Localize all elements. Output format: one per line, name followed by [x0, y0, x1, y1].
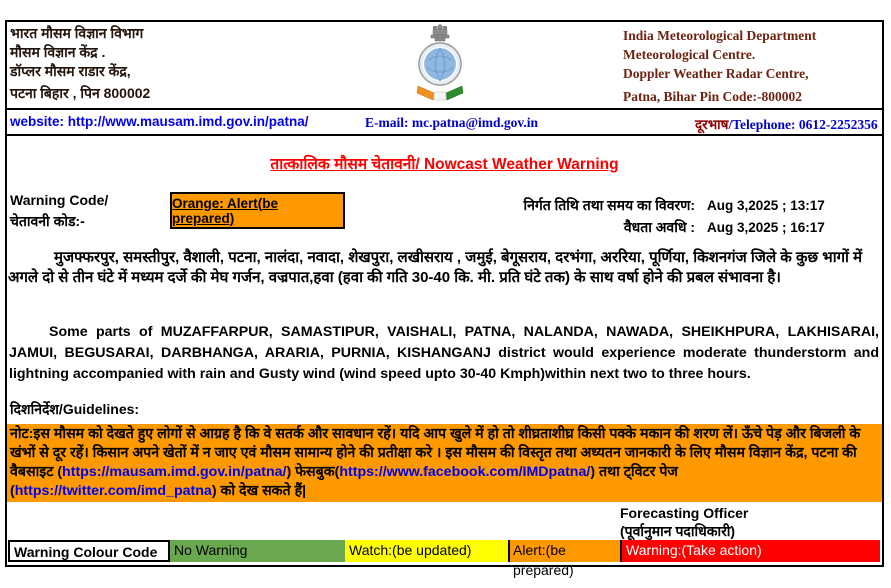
colour-code-title-cell: Warning Colour Code [8, 540, 170, 562]
note-text: ) तथा ट्विटर पेज ( [10, 464, 678, 499]
telephone-number: /Telephone: 0612-2252356 [728, 117, 878, 132]
twitter-link[interactable]: https://twitter.com/imd_patna [14, 483, 212, 499]
telephone [695, 115, 878, 133]
email-link[interactable]: E-mail: mc.patna@imd.gov.in [365, 115, 539, 130]
telephone-label-hindi: दूरभाष [695, 117, 729, 132]
validity-value: Aug 3,2025 ; 16:17 [707, 220, 825, 235]
contact-strip [7, 108, 882, 136]
note-text: नोट:इस मौसम को देखते हुए लोगों से आग्रह है कि वे सतर्क और सावधान रहें। यदि आप खुले में हो तो शीघ्रताशीघ्र किसी पक्के मकान की शरण लें। ऊँचे पेड़ और बिजली के खंभों से दूर रहें। किसान अपने खेतों में न जाए एवं मौसम सामान्य होने की प्रतीक्षा करे । इस मौसम की विस्तृत तथा अध्यतन जानकारी के लिए मौसम विज्ञान केंद्र, पटना की वैबसाइट ( [10, 426, 861, 480]
warning-code-label [10, 190, 108, 232]
mausam-website-link[interactable]: https://mausam.imd.gov.in/patna/ [62, 464, 287, 480]
alert-level-badge [170, 192, 345, 229]
issue-validity-values [707, 195, 877, 239]
header-line: मौसम विज्ञान केंद्र . [10, 44, 106, 60]
guidelines-label: दिशनिर्देश/Guidelines: [10, 401, 140, 417]
website-link[interactable]: website: http://www.mausam.imd.gov.in/patna/ [10, 114, 309, 129]
note-text: ) को देख सकते हैं| [211, 483, 307, 499]
advisory-note [7, 424, 882, 502]
warning-text-hindi: मुजफ्फरपुर, समस्तीपुर, वैशाली, पटना, नालंदा, नवादा, शेखपुरा, लखीसराय , जमुई, बेगूसराय, दरभंगा, अररिया, पूर्णिया, किशनगंज जिले के कुछ भागों में अगले दो से तीन घंटे में मध्यम दर्जे की मेघ गर्जन, वज्रपात,हवा (हवा की गति 30-40 कि. मी. प्रति घंटे तक) के साथ वर्षा होने की प्रबल संभावना है। [8, 249, 863, 286]
note-text: ) फेसबुक( [286, 464, 340, 480]
document-border [5, 20, 884, 578]
signature-title: Forecasting Officer [620, 505, 749, 521]
department-address-hindi [10, 24, 310, 103]
imd-emblem-icon [410, 24, 470, 108]
page-title: तात्कालिक मौसम चेतावनी/ Nowcast Weather Warning [270, 156, 619, 173]
header-line: India Meteorological Department [623, 28, 817, 43]
warning-text-english: Some parts of MUZAFFARPUR, SAMASTIPUR, VAISHALI, PATNA, NALANDA, NAWADA, SHEIKHPURA, LAKHISARAI, JAMUI, BEGUSARAI, DARBHANGA, ARARIA, PURNIA, KISHANGANJ district would experience moderate thunderstorm and lightning accompanied with rain and Gusty wind (wind speed upto 30-40 Kmph)within next two to three hours. [9, 324, 879, 382]
header-line: डॉप्लर मौसम राडार केंद्र, [10, 63, 131, 79]
colour-code-orange-cell: Alert:(be prepared) [508, 540, 622, 562]
colour-code-yellow-cell: Watch:(be updated) [345, 540, 508, 562]
header-line: पटना बिहार , पिन 800002 [10, 85, 151, 101]
header-line: Patna, Bihar Pin Code:-800002 [623, 89, 803, 104]
warning-code-label-hi: चेतावनी कोड:- [10, 213, 85, 229]
alert-level-text: Orange: Alert(be prepared) [172, 195, 279, 226]
issue-validity-labels [415, 194, 695, 238]
validity-label: वैधता अवधि : [623, 219, 695, 235]
header-line: Meteorological Centre. [623, 47, 756, 62]
issue-date-value: Aug 3,2025 ; 13:17 [707, 198, 825, 213]
signature-title-hindi: (पूर्वानुमान पदाधिकारी) [620, 523, 736, 539]
colour-code-red-cell: Warning:(Take action) [622, 540, 880, 562]
colour-code-green-cell: No Warning [170, 540, 345, 562]
department-address-english [623, 26, 881, 106]
header-line: भारत मौसम विज्ञान विभाग [10, 25, 144, 41]
issue-date-label: निर्गत तिथि तथा समय का विवरण: [523, 197, 695, 213]
warning-code-label-en: Warning Code/ [10, 192, 109, 208]
facebook-link[interactable]: https://www.facebook.com/IMDpatna/ [339, 464, 591, 480]
header-line: Doppler Weather Radar Centre, [623, 66, 809, 81]
signature-block [620, 504, 748, 540]
